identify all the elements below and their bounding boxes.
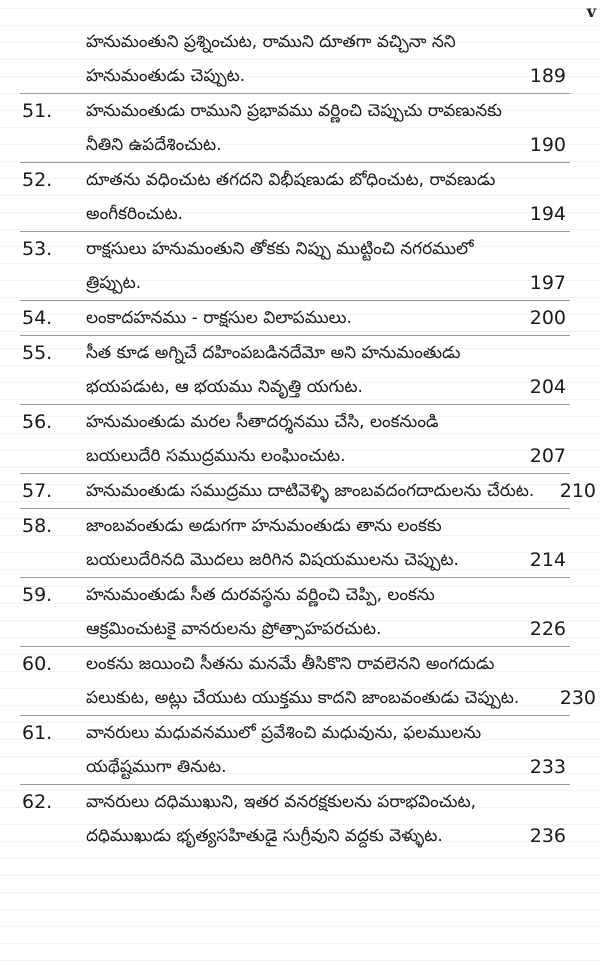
page-number: 190 [529,134,566,156]
page-number: 204 [529,376,566,398]
chapter-title-line [0,647,600,681]
chapter-title-text: హనుమంతుడు చెప్పుట. [86,66,246,86]
chapter-title-text: నీతిని ఉపదేశించుట. [86,135,222,155]
chapter-title-line [0,301,600,335]
chapter-number: 54. [22,307,53,329]
chapter-title-line [0,232,600,266]
chapter-title-line [0,474,600,508]
chapter-title-text: రాక్షసులు హనుమంతుని తోకకు నిప్పు ముట్టించి నగరములో [86,239,474,259]
chapter-title-line [0,785,600,819]
page-number: 226 [529,618,566,640]
page-number: 194 [529,203,566,225]
chapter-title-line [0,819,600,853]
toc-entry [0,716,600,784]
chapter-title-line [0,543,600,577]
toc-entry [0,647,600,715]
toc-entry [0,163,600,231]
table-of-contents [0,25,600,853]
chapter-title-line [0,25,600,59]
chapter-title-line [0,509,600,543]
toc-entry [0,336,600,404]
page-number: 197 [529,272,566,294]
chapter-title-line [0,439,600,473]
toc-entry [0,301,600,335]
chapter-title-text: వానరులు మధువనములో ప్రవేశించి మధువును, ఫలములను [86,723,482,743]
chapter-title-text: బయలుదేరి సముద్రమును లంఘించుట. [86,446,346,466]
chapter-title-text: హనుమంతుడు మరల సీతాదర్శనము చేసి, లంకనుండి [86,412,439,432]
toc-entry [0,94,600,162]
chapter-title-line [0,716,600,750]
chapter-title-text: అంగీకరించుట. [86,204,184,224]
page-number: 233 [529,756,566,778]
toc-entry [0,474,600,508]
chapter-title-line [0,197,600,231]
chapter-number: 60. [22,653,53,675]
chapter-number: 59. [22,584,53,606]
chapter-title-line [0,612,600,646]
page-number: 210 [559,480,596,502]
chapter-number: 51. [22,100,53,122]
chapter-title-text: దధిముఖుడు భృత్యసహితుడై సుగ్రీవుని వద్దకు వెళ్ళుట. [86,826,443,846]
chapter-title-line [0,266,600,300]
chapter-title-text: భయపడుట, ఆ భయము నివృత్తి యగుట. [86,377,363,397]
page-number: 236 [529,825,566,847]
chapter-number: 62. [22,791,53,813]
chapter-title-text: సీత కూడ అగ్నిచే దహింపబడినదేమో అని హనుమంతుడు [86,343,461,363]
chapter-title-line [0,94,600,128]
chapter-title-line [0,128,600,162]
chapter-title-text: లంకను జయించి సీతను మనమే తీసికొని రావలెనని అంగదుడు [86,654,495,674]
chapter-number: 55. [22,342,53,364]
chapter-number: 57. [22,480,53,502]
page-number: 214 [529,549,566,571]
chapter-title-line [0,681,600,715]
chapter-title-text: జాంబవంతుడు అడుగగా హనుమంతుడు తాను లంకకు [86,516,442,536]
toc-entry [0,405,600,473]
chapter-title-text: పలుకుట, అట్లు చేయుట యుక్తము కాదని జాంబవంతుడు చెప్పుట. [86,688,520,708]
chapter-title-line [0,750,600,784]
chapter-number: 56. [22,411,53,433]
chapter-title-text: వానరులు దధిముఖుని, ఇతర వనరక్షకులను పరాభవించుట, [86,792,477,812]
chapter-title-line [0,370,600,404]
chapter-number: 53. [22,238,53,260]
page-number: 230 [559,687,596,709]
toc-entry [0,578,600,646]
chapter-title-text: దూతను వధించుట తగదని విభీషణుడు బోధించుట, రావణుడు [86,170,496,190]
chapter-number: 58. [22,515,53,537]
chapter-title-line [0,59,600,93]
page-number: 200 [529,307,566,329]
chapter-title-text: యథేష్టముగా తినుట. [86,757,227,777]
toc-entry [0,509,600,577]
toc-entry [0,232,600,300]
chapter-title-text: హనుమంతుని ప్రశ్నించుట, రాముని దూతగా వచ్చినా నని [86,32,456,52]
chapter-number: 61. [22,722,53,744]
chapter-number: 52. [22,169,53,191]
chapter-title-text: హనుమంతుడు సీత దురవస్థను వర్ణించి చెప్పి, లంకను [86,585,435,605]
chapter-title-text: హనుమంతుడు రాముని ప్రభావము వర్ణించి చెప్పుచు రావణునకు [86,101,502,121]
toc-entry [0,25,600,93]
chapter-title-text: బయలుదేరినది మొదలు జరిగిన విషయములను చెప్పుట. [86,550,459,570]
page-roman-numeral: v [586,2,596,21]
chapter-title-text: లంకాదహనము - రాక్షసుల విలాపములు. [86,308,352,328]
chapter-title-line [0,578,600,612]
chapter-title-line [0,405,600,439]
chapter-title-line [0,163,600,197]
page-number: 189 [529,65,566,87]
chapter-title-text: హనుమంతుడు సముద్రము దాటివెళ్ళి జాంబవదంగదాదులను చేరుట. [86,481,535,501]
chapter-title-text: ఆక్రమించుటకై వానరులను ప్రోత్సాహపరచుట. [86,619,382,639]
chapter-title-line [0,336,600,370]
page-number: 207 [529,445,566,467]
chapter-title-text: త్రిప్పుట. [86,273,142,293]
toc-entry [0,785,600,853]
